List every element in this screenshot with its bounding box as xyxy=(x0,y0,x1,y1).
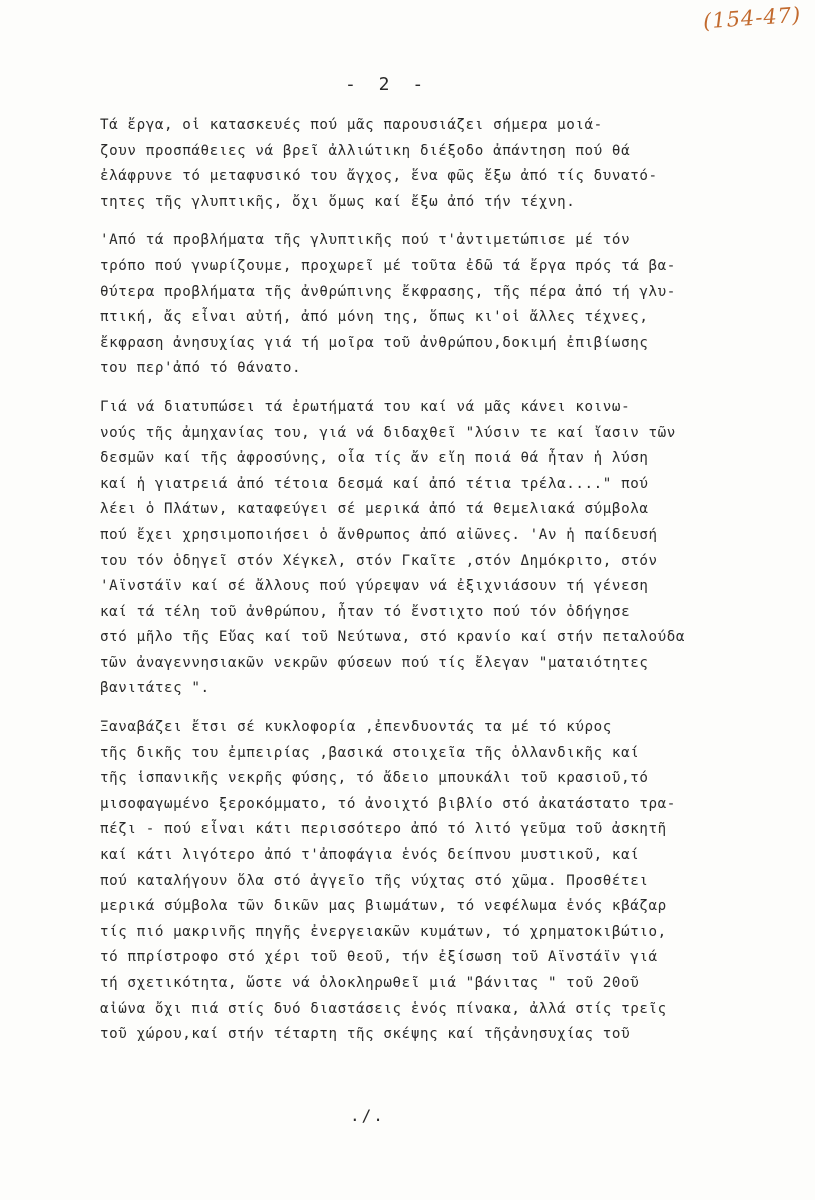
text-line: μισοφαγωμένο ξεροκόμματο, τό ἀνοιχτό βιβλίο στό ἀκατάστατο τρα- xyxy=(100,795,676,812)
text-line: θύτερα προβλήματα τῆς ἀνθρώπινης ἔκφρασης, τῆς πέρα ἀπό τή γλυ- xyxy=(100,283,676,300)
paragraph-1 xyxy=(100,113,790,215)
text-line: ζουν προσπάθειες νά βρεῖ ἀλλιώτικη διέξοδο ἀπάντηση πού θά xyxy=(100,142,631,159)
text-line: μερικά σύμβολα τῶν δικῶν μας βιωμάτων, τό νεφέλωμα ἑνός κβάζαρ xyxy=(100,898,667,915)
text-line: τίς πιό μακρινῆς πηγῆς ἐνεργειακῶν κυμάτων, τό χρηματοκιβώτιο, xyxy=(100,923,667,940)
text-line: λέει ὁ Πλάτων, καταφεύγει σέ μερικά ἀπό τά θεμελιακά σύμβολα xyxy=(100,501,649,518)
text-line: τρόπο πού γνωρίζουμε, προχωρεῖ μέ τοῦτα ἐδῶ τά ἔργα πρός τά βα- xyxy=(100,257,676,274)
paragraph-3 xyxy=(100,395,790,702)
text-line: πέζι - πού εἶναι κάτι περισσότερο ἀπό τό λιτό γεῦμα τοῦ ἀσκητῆ xyxy=(100,821,667,838)
text-line: τό ππρίστροφο στό χέρι τοῦ θεοῦ, τήν ἐξίσωση τοῦ Αϊνστάϊν γιά xyxy=(100,949,658,966)
text-line: καί τά τέλη τοῦ ἀνθρώπου, ἦταν τό ἔνστιχτο πού τόν ὁδήγησε xyxy=(100,603,631,620)
text-line: 'Από τά προβλήματα τῆς γλυπτικῆς πού τ'ἀντιμετώπισε μέ τόν xyxy=(100,232,631,249)
text-line: αἰώνα ὄχι πιά στίς δυό διαστάσεις ἑνός πίνακα, ἀλλά στίς τρεῖς xyxy=(100,1000,667,1017)
text-line: ἔκφραση ἀνησυχίας γιά τή μοῖρα τοῦ ἀνθρώπου,δοκιμή ἐπιβίωσης xyxy=(100,334,649,351)
text-line: τῶν ἀναγεννησιακῶν νεκρῶν φύσεων πού τίς ἔλεγαν "ματαιότητες xyxy=(100,654,649,671)
text-line: στό μῆλο τῆς Εὔας καί τοῦ Νεύτωνα, στό κρανίο καί στήν πεταλούδα xyxy=(100,629,686,646)
text-line: τῆς ἱσπανικῆς νεκρῆς φύσης, τό ἄδειο μπουκάλι τοῦ κρασιοῦ,τό xyxy=(100,770,649,787)
text-line: τῆς δικῆς του ἐμπειρίας ,βασικά στοιχεῖα τῆς ὁλλανδικῆς καί xyxy=(100,744,640,761)
text-line: Τά ἔργα, οἱ κατασκευές πού μᾶς παρουσιάζει σήμερα μοιά- xyxy=(100,117,603,133)
continuation-mark: ./. xyxy=(350,1106,385,1125)
text-line: πτική, ἄς εἶναι αὐτή, ἀπό μόνη της, ὅπως κι'οἱ ἄλλες τέχνες, xyxy=(100,309,649,326)
paragraph-4 xyxy=(100,715,790,1048)
text-line: νούς τῆς ἀμηχανίας του, γιά νά διδαχθεῖ "λύσιν τε καί ἴασιν τῶν xyxy=(100,424,676,441)
text-line: καί κάτι λιγότερο ἀπό τ'ἀποφάγια ἑνός δείπνου μυστικοῦ, καί xyxy=(100,847,640,864)
text-line: πού καταλήγουν ὅλα στό ἀγγεῖο τῆς νύχτας στό χῶμα. Προσθέτει xyxy=(100,872,649,889)
text-line: τοῦ χώρου,καί στήν τέταρτη τῆς σκέψης καί τῆςἀνησυχίας τοῦ xyxy=(100,1026,631,1043)
archive-number-note: (154-47) xyxy=(701,2,802,34)
text-line: τή σχετικότητα, ὥστε νά ὁλοκληρωθεῖ μιά "βάνιτας " τοῦ 20οῦ xyxy=(100,975,640,991)
text-line: Γιά νά διατυπώσει τά ἐρωτήματά του καί νά μᾶς κάνει κοινω- xyxy=(100,398,631,415)
text-line: του περ'ἀπό τό θάνατο. xyxy=(100,360,302,377)
body-text xyxy=(100,113,790,1061)
text-line: ἐλάφρυνε τό μεταφυσικό του ἄγχος, ἕνα φῶς ἔξω ἀπό τίς δυνατό- xyxy=(100,168,658,185)
text-line: δεσμῶν καί τῆς ἀφροσύνης, οἷα τίς ἄν εἴη ποιά θά ἦταν ἡ λύση xyxy=(100,450,649,467)
page-number: - 2 - xyxy=(345,74,430,95)
text-line: πού ἔχει χρησιμοποιήσει ὁ ἄνθρωπος ἀπό αἰῶνες. 'Αν ἡ παίδευσή xyxy=(100,526,658,543)
paragraph-2 xyxy=(100,228,790,382)
text-line: του τόν ὁδηγεῖ στόν Χέγκελ, στόν Γκαῖτε ,στόν Δημόκριτο, στόν xyxy=(100,552,658,569)
text-line: βανιτάτες ". xyxy=(100,680,210,697)
text-line: Ξαναβάζει ἔτσι σέ κυκλοφορία ,ἐπενδυοντάς τα μέ τό κύρος xyxy=(100,719,612,736)
text-line: καί ἡ γιατρειά ἀπό τέτοια δεσμά καί ἀπό τέτια τρέλα...." πού xyxy=(100,475,649,492)
text-line: τητες τῆς γλυπτικῆς, ὄχι ὅμως καί ἔξω ἀπό τήν τέχνη. xyxy=(100,193,576,210)
text-line: 'Αϊνστάϊν καί σέ ἄλλους πού γύρεψαν νά ἐξιχνιάσουν τή γένεση xyxy=(100,578,649,595)
